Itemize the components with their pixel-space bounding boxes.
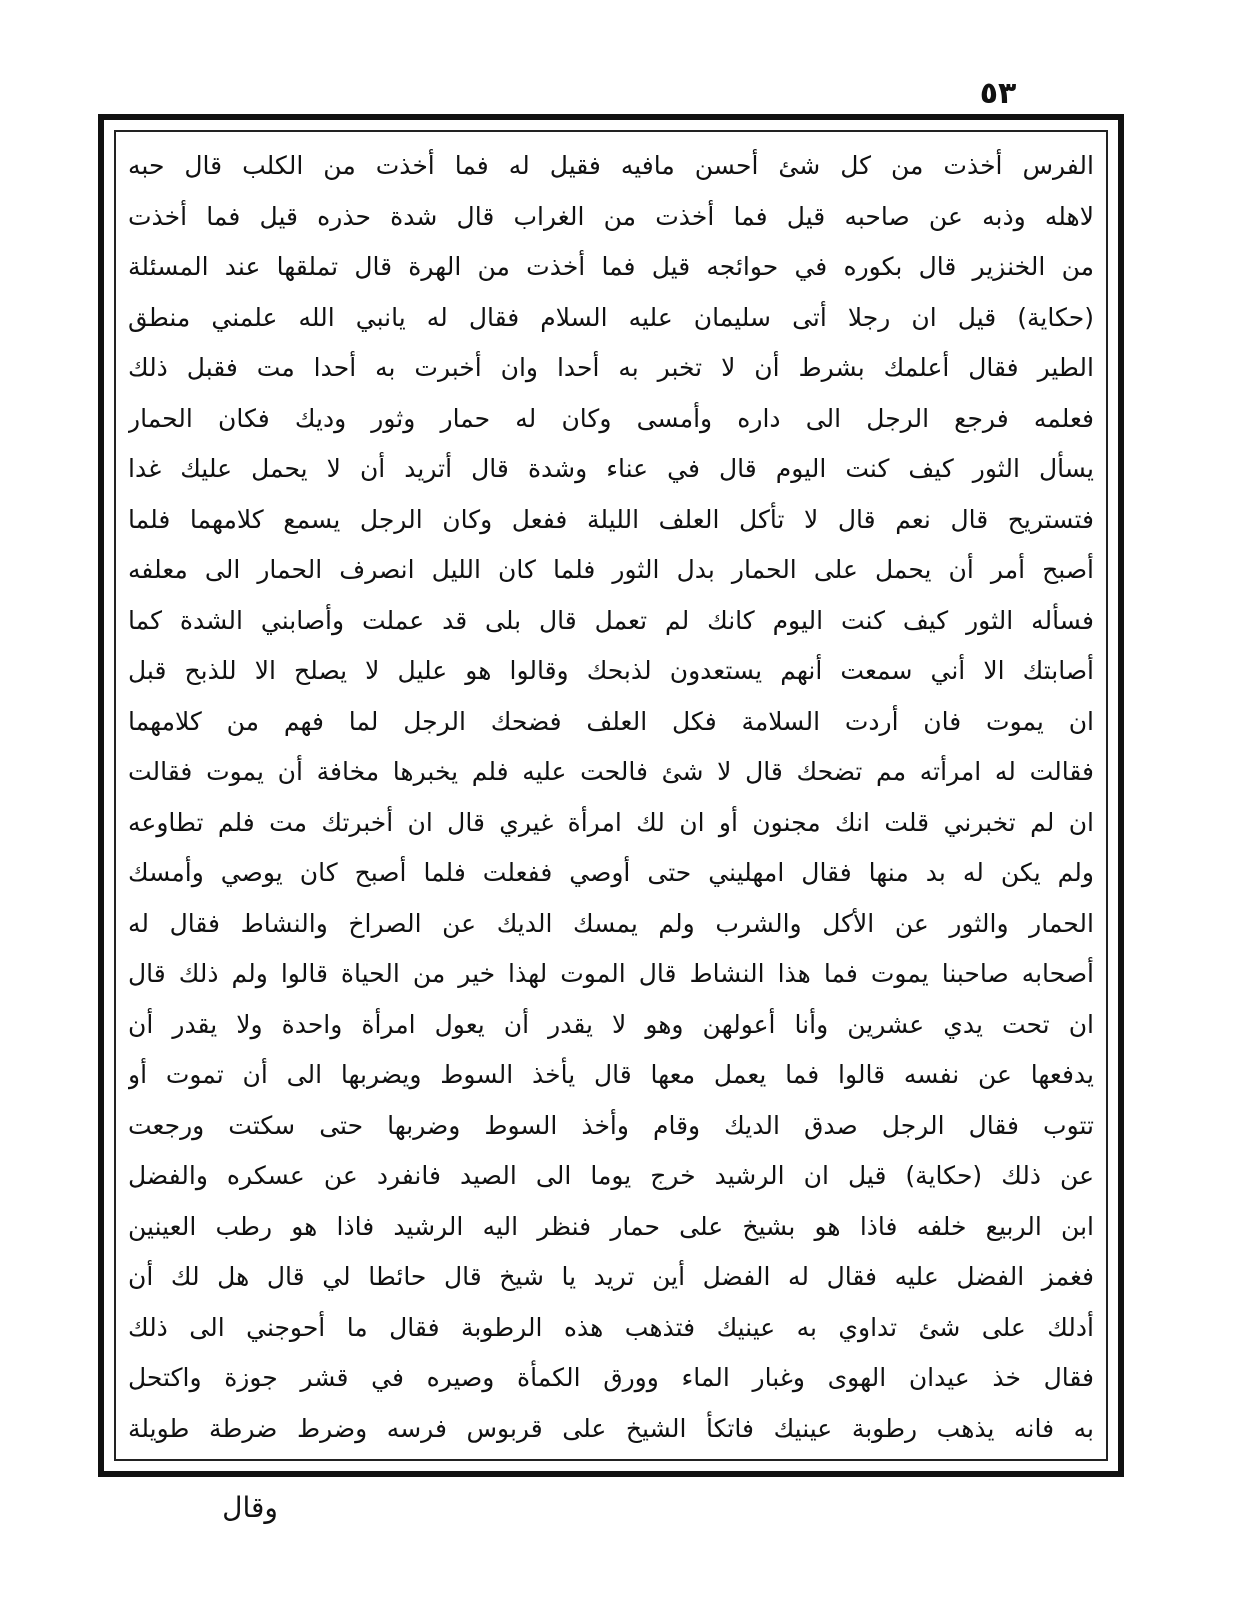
text-line: يدفعها عن نفسه قالوا فما يعمل معها قال يأخذ السوط ويضربها الى أن تموت أو (128, 1060, 1094, 1090)
text-line: ابن الربيع خلفه فاذا هو بشيخ على حمار فنظر اليه الرشيد فاذا هو رطب العينين (128, 1211, 1094, 1241)
text-line: ان يموت فان أردت السلامة فكل العلف فضحك الرجل لما فهم من كلامهما (128, 706, 1094, 736)
text-line: به فانه يذهب رطوبة عينيك فاتكأ الشيخ على قربوس فرسه وضرط ضرطة طويلة (128, 1413, 1094, 1443)
text-line: ان لم تخبرني قلت انك مجنون أو ان لك امرأة غيري قال ان أخبرتك مت فلم تطاوعه (128, 807, 1094, 837)
text-line: الفرس أخذت من كل شئ أحسن مافيه فقيل له فما أخذت من الكلب قال حبه (128, 151, 1094, 180)
text-line: تتوب فقال الرجل صدق الديك وقام وأخذ السوط وضربها حتى سكتت ورجعت (128, 1110, 1094, 1140)
page-border-outer (98, 114, 1124, 1477)
text-line: عن ذلك (حكاية) قيل ان الرشيد خرج يوما الى الصيد فانفرد عن عسكره والفضل (128, 1161, 1094, 1191)
text-line: الطير فقال أعلمك بشرط أن لا تخبر به أحدا وان أخبرت به أحدا مت فقبل ذلك (128, 353, 1094, 383)
text-line: (حكاية) قيل ان رجلا أتى سليمان عليه السلام فقال له يانبي الله علمني منطق (128, 302, 1094, 332)
text-line: فسأله الثور كيف كنت اليوم كانك لم تعمل قال بلى قد عملت وأصابني الشدة كما (128, 605, 1094, 635)
text-line: لاهله وذبه عن صاحبه قيل فما أخذت من الغراب قال شدة حذره قيل فما أخذت (128, 201, 1094, 231)
text-line: ان تحت يدي عشرين وأنا أعولهن وهو لا يقدر أن يعول امرأة واحدة ولا يقدر أن (128, 1009, 1094, 1039)
text-line: أصحابه صاحبنا يموت فما هذا النشاط قال الموت لهذا خير من الحياة قالوا ولم ذلك قال (128, 959, 1094, 989)
text-line: فتستريح قال نعم قال لا تأكل العلف الليلة ففعل وكان الرجل يسمع كلامهما فلما (128, 504, 1094, 534)
text-line: فعلمه فرجع الرجل الى داره وأمسى وكان له حمار وثور وديك فكان الحمار (128, 403, 1094, 433)
text-body (128, 146, 1094, 1449)
text-line: من الخنزير قال بكوره في حوائجه قيل فما أخذت من الهرة قال تملقها عند المسئلة (128, 252, 1094, 282)
text-line: أصبح أمر أن يحمل على الحمار بدل الثور فلما كان الليل انصرف الحمار الى معلفه (128, 555, 1094, 585)
text-line: فقالت له امرأته مم تضحك قال لا شئ فالحت عليه فلم يخبرها مخافة أن يموت فقالت (128, 757, 1094, 787)
text-line: يسأل الثور كيف كنت اليوم قال في عناء وشدة قال أتريد أن لا يحمل عليك غدا (128, 454, 1094, 484)
page-number: ٥٣ (979, 76, 1017, 111)
page-border-inner (114, 130, 1108, 1461)
text-line: ولم يكن له بد منها فقال امهليني حتى أوصي ففعلت فلما أصبح كان يوصي وأمسك (128, 858, 1094, 888)
text-line: فغمز الفضل عليه فقال له الفضل أين تريد يا شيخ قال حائطا لي قال هل لك أن (128, 1262, 1094, 1292)
text-line: أصابتك الا أني سمعت أنهم يستعدون لذبحك وقالوا هو عليل لا يصلح الا للذبح قبل (128, 656, 1094, 686)
text-line: الحمار والثور عن الأكل والشرب ولم يمسك الديك عن الصراخ والنشاط فقال له (128, 908, 1094, 938)
catchword: وقال (222, 1491, 278, 1524)
text-line: فقال خذ عيدان الهوى وغبار الماء وورق الكمأة وصيره في قشر جوزة واكتحل (128, 1363, 1094, 1393)
text-line: أدلك على شئ تداوي به عينيك فتذهب هذه الرطوبة فقال ما أحوجني الى ذلك (128, 1312, 1094, 1342)
